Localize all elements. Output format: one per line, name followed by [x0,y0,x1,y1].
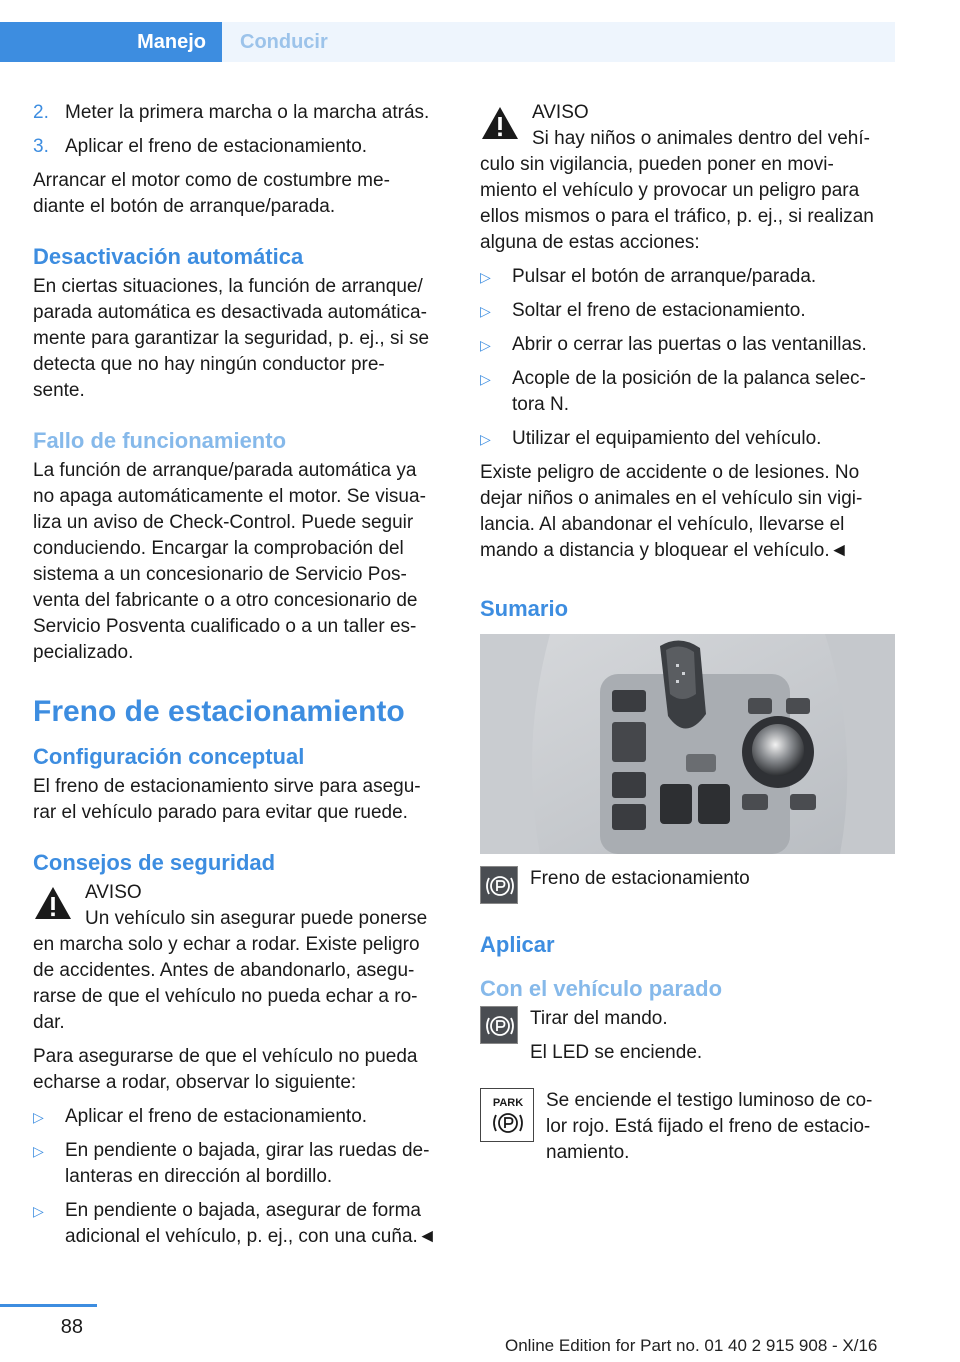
apply-title: Aplicar [480,932,555,957]
bullet-text: En pendiente o bajada, girar las ruedas de‐ lanteras en dirección al bordillo. [65,1140,430,1187]
bullet-triangle-icon: ▷ [480,303,491,319]
pull-text: Tirar del mando. [530,1008,668,1029]
steps-list [33,100,441,160]
list-item [33,134,441,160]
edition-text: Online Edition for Part no. 01 40 2 915 908 - X/16 [505,1336,878,1355]
malfunction-text: La función de arranque/parada automática ya no apaga automáticamente el motor. Se visua‐ liza un aviso de Check-Control. Puede seguir conduciendo. Encargar la comprobación del sistema a un concesionario de Servicio Pos‐ venta del fabricante o a otro concesionario de Servicio Posventa cualificado o a un taller es‐ pecializado. [33,460,426,663]
concept-text: El freno de estacionamiento sirve para asegu‐ rar el vehículo parado para evitar que ruede. [33,776,421,823]
footer-rule [0,1304,97,1307]
warning-label: AVISO [85,882,142,903]
tab-conducir[interactable]: Conducir [222,22,895,62]
auto-deactivation-title: Desactivación automática [33,244,304,269]
list-item [33,1138,441,1190]
auto-deactivation-text: En ciertas situaciones, la función de arranque/ parada automática es desactivada automática‐ mente para garantizar la seguridad, p. ej., si se detecta que no hay ningún conductor pre‐ sente. [33,276,430,401]
danger-text: Existe peligro de accidente o de lesiones. No dejar niños o animales en el vehículo sin vigi‐ lancia. Al abandonar el vehículo, llevarse el mando a distancia y bloquear el vehículo.◄ [480,462,863,561]
parked-title: Con el vehículo parado [480,976,723,1001]
bullet-triangle-icon: ▷ [480,269,491,285]
console-photo [480,634,895,854]
bullet-triangle-icon: ▷ [480,337,491,353]
right-column [480,100,895,1186]
warning-block [480,100,895,256]
step-text: Aplicar el freno de estacionamiento. [65,136,368,157]
step-text: Meter la primera marcha o la marcha atrás. [65,102,430,123]
warning-triangle-icon [33,884,73,922]
bullet-triangle-icon: ▷ [33,1109,44,1125]
list-item [480,332,895,358]
safety-title: Consejos de seguridad [33,850,276,875]
bullet-triangle-icon: ▷ [33,1143,44,1159]
list-item [33,100,441,126]
start-text: Arrancar el motor como de costumbre me‐ diante el botón de arranque/parada. [33,170,390,217]
safety-bullets [33,1104,441,1250]
led-text: El LED se enciende. [530,1042,703,1063]
list-item [480,298,895,324]
warning-label: AVISO [532,102,589,123]
secure-text: Para asegurarse de que el vehículo no pueda echarse a rodar, observar lo siguiente: [33,1046,418,1093]
gear-console-image-icon [480,634,895,854]
step-number: 3. [33,136,49,157]
bullet-triangle-icon: ▷ [480,371,491,387]
brake-label: Freno de estacionamiento [530,868,750,889]
bullet-triangle-icon: ▷ [480,431,491,447]
chapter-header [0,0,895,62]
parking-brake-icon [480,866,518,904]
warning-text: Un vehículo sin asegurar puede ponerse en marcha solo y echar a rodar. Existe peligro de accidentes. Antes de abandonarlo, asegu‐ rarse de que el vehículo no pueda echar a ro‐ dar. [33,908,428,1033]
bullet-text: Abrir o cerrar las puertas o las ventanillas. [512,334,867,355]
bullet-text: En pendiente o bajada, asegurar de forma adicional el vehículo, p. ej., con una cuña.◄ [65,1200,437,1247]
malfunction-title: Fallo de funcionamiento [33,428,287,453]
child-bullets [480,264,895,452]
brake-label-row [480,866,895,904]
park-icon-text: PARK [492,1097,524,1109]
tab-manejo[interactable]: Manejo [0,22,222,62]
bullet-text: Utilizar el equipamiento del vehículo. [512,428,822,449]
warning-triangle-icon [480,104,520,142]
list-item [33,1198,441,1250]
bullet-text: Aplicar el freno de estacionamiento. [65,1106,368,1127]
bullet-text: Soltar el freno de estacionamiento. [512,300,806,321]
bullet-triangle-icon: ▷ [33,1203,44,1219]
concept-title: Configuración conceptual [33,744,305,769]
warning-block [33,880,441,1036]
page-number: 88 [60,1316,83,1338]
summary-title: Sumario [480,596,569,621]
park-warning-light-icon [480,1088,534,1142]
step-number: 2. [33,102,49,123]
list-item [33,1104,441,1130]
bullet-text: Pulsar el botón de arranque/parada. [512,266,817,287]
list-item [480,426,895,452]
list-item [480,264,895,290]
pull-row [480,1006,895,1074]
warning-text: Si hay niños o animales dentro del vehí‐ culo sin vigilancia, pueden poner en movi‐ miento el vehículo y provocar un peligro para ellos mismos o para el tráfico, p. ej., si realizan alguna de estas acciones: [480,128,874,253]
left-column [33,100,441,1258]
list-item [480,366,895,418]
park-row [480,1088,895,1174]
bullet-text: Acople de la posición de la palanca selec‐ tora N. [512,368,866,415]
park-text: Se enciende el testigo luminoso de co‐ lor rojo. Está fijado el freno de estacio‐ namiento. [546,1090,873,1163]
parking-brake-icon [480,1006,518,1044]
section-title: Freno de estacionamiento [33,695,405,728]
